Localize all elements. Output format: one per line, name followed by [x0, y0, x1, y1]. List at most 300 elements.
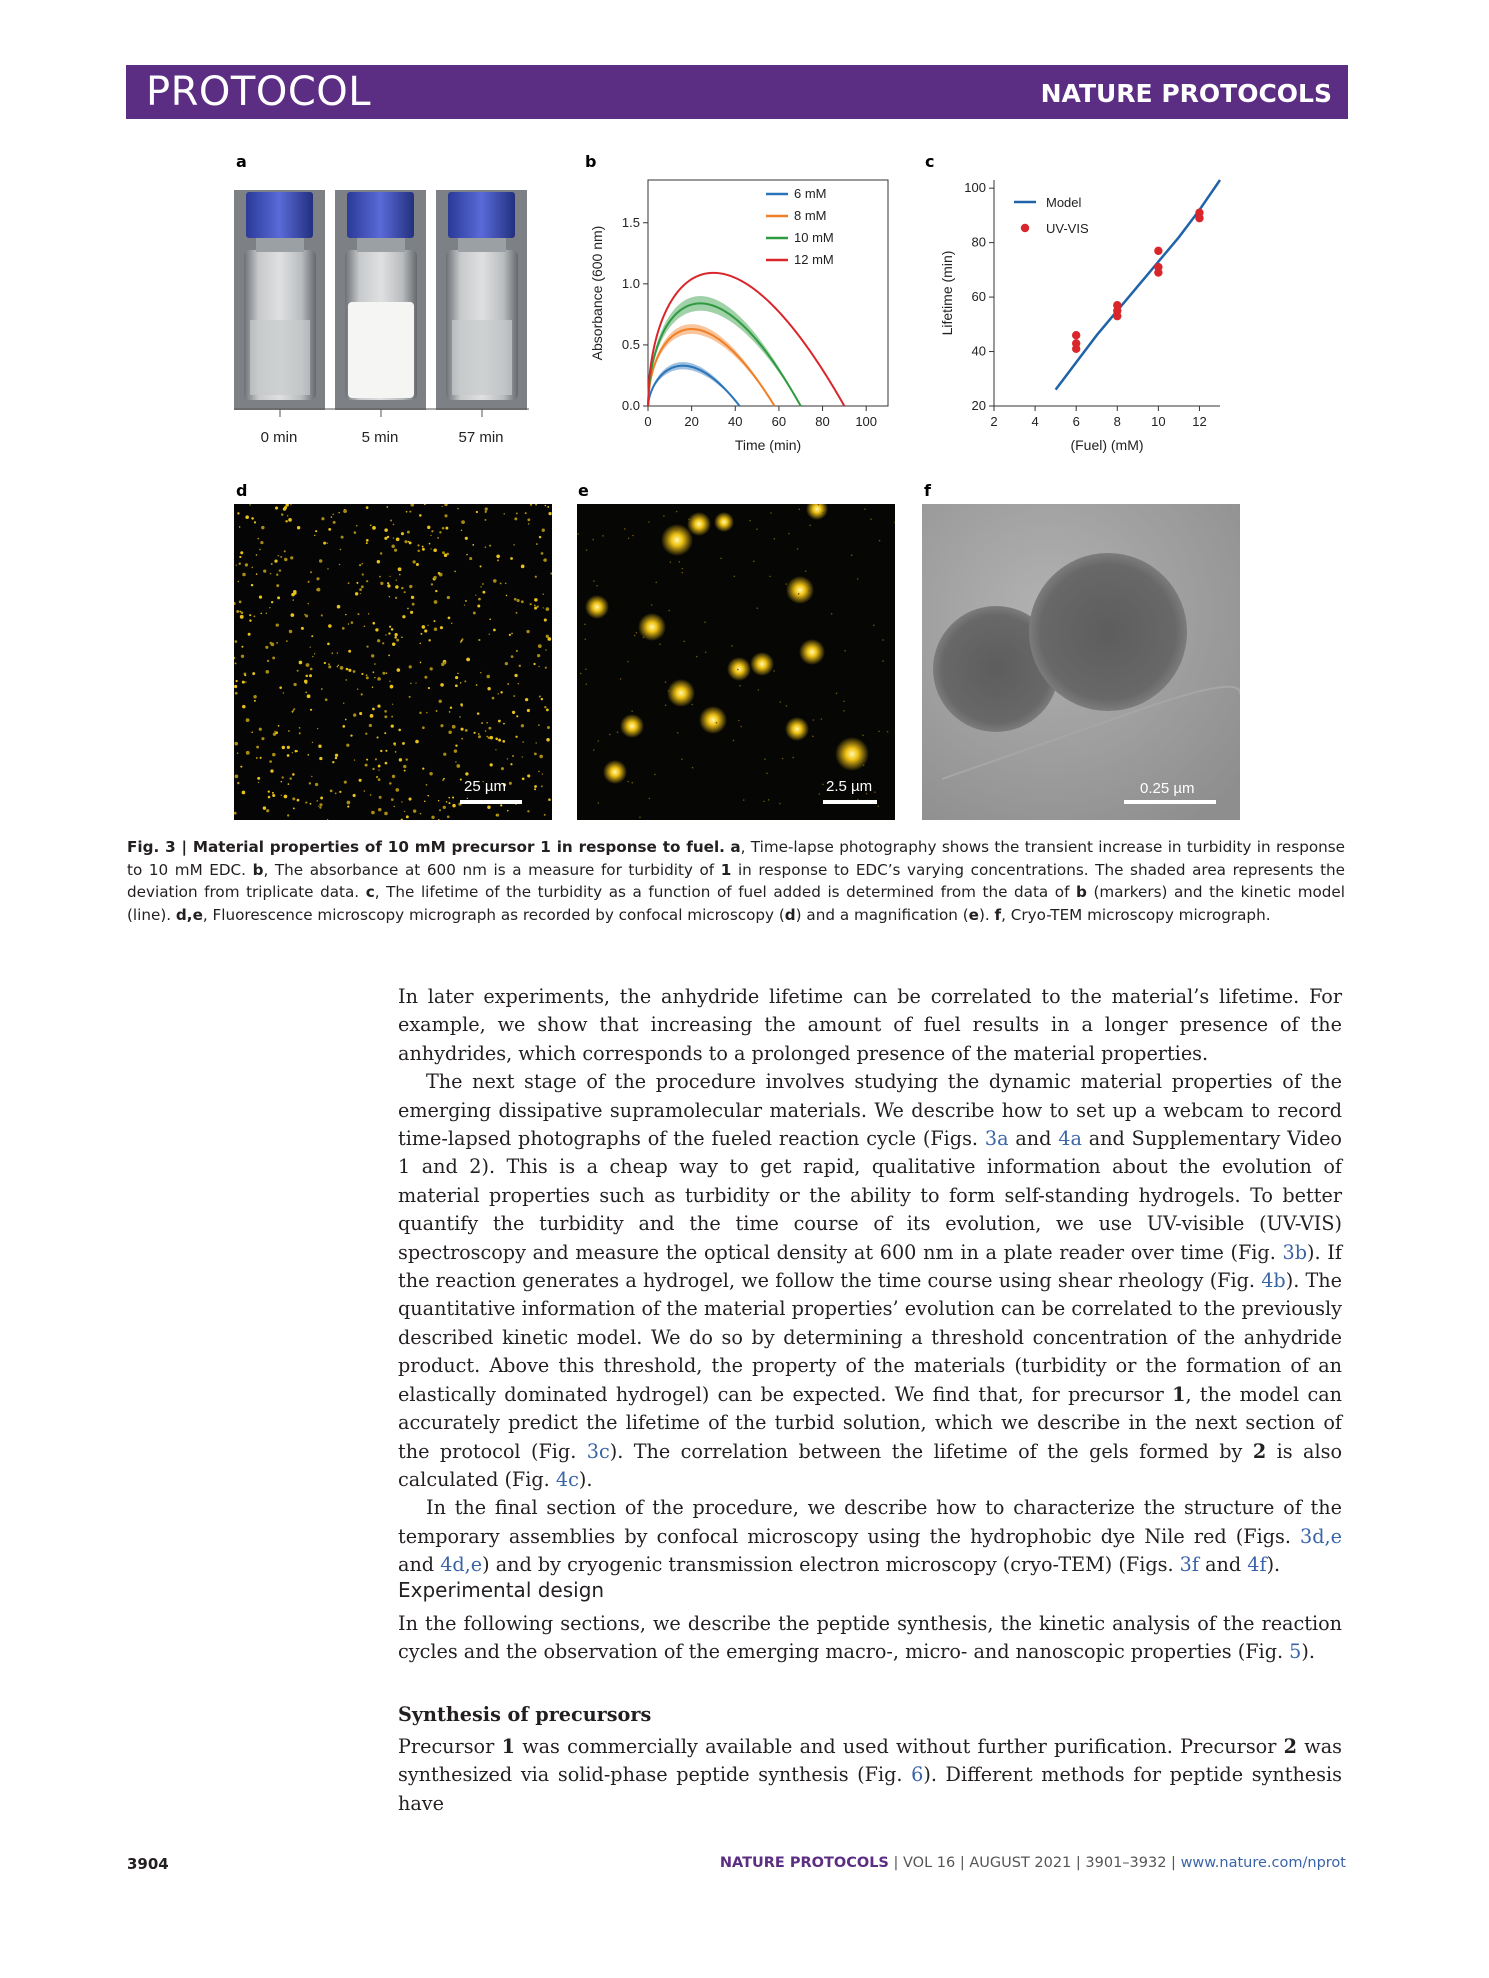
fluorescent-particle	[521, 724, 524, 727]
fluorescent-particle	[316, 800, 318, 802]
caption-f-text: , Cryo-TEM microscopy micrograph.	[1001, 905, 1271, 924]
fluorescent-particle	[389, 782, 392, 785]
panel-label-b: b	[585, 152, 597, 171]
background-noise	[681, 572, 683, 574]
fluorescent-particle	[500, 804, 502, 806]
legend-label-0: 6 mM	[794, 186, 827, 201]
y-tick-label: 40	[971, 343, 986, 359]
fluorescent-particle	[261, 737, 264, 740]
fluorescent-assembly	[806, 504, 828, 520]
background-noise	[651, 604, 653, 606]
fluorescent-particle	[394, 549, 397, 552]
fluorescent-particle	[410, 611, 413, 614]
fluorescent-particle	[305, 615, 308, 618]
background-noise	[665, 705, 667, 707]
footer-sep-2: |	[955, 1855, 970, 1871]
fluorescent-particle	[325, 698, 328, 701]
fluorescent-particle	[485, 507, 488, 510]
fluorescent-particle	[235, 640, 238, 643]
fluorescent-particle	[236, 680, 238, 682]
legend-label-model: Model	[1046, 195, 1082, 210]
fluorescent-particle	[378, 778, 381, 781]
background-noise	[682, 568, 684, 570]
fluorescent-particle	[548, 512, 551, 515]
background-noise	[779, 803, 781, 805]
background-noise	[887, 731, 889, 733]
fluorescent-particle	[511, 655, 514, 658]
fluorescent-particle	[251, 517, 254, 520]
fluorescent-particle	[315, 783, 318, 786]
fluorescent-particle	[259, 549, 261, 551]
fluorescent-particle	[419, 712, 421, 714]
lifetime-chart	[918, 170, 1248, 470]
fluorescent-particle	[401, 532, 404, 535]
fluorescent-particle	[348, 623, 349, 624]
background-noise	[584, 638, 586, 640]
fluorescent-particle	[239, 556, 241, 558]
fluorescent-particle	[380, 552, 382, 554]
p3-text-d: and	[1198, 1553, 1248, 1577]
fluorescent-particle	[285, 520, 287, 522]
fluorescent-particle	[287, 754, 290, 757]
y-tick-label: 1.0	[621, 275, 640, 291]
fluorescent-particle	[272, 794, 275, 797]
fluorescent-particle	[530, 504, 532, 506]
background-noise	[873, 625, 875, 627]
fluorescent-particle	[485, 730, 487, 732]
fluorescent-particle	[314, 653, 315, 654]
fluorescent-particle	[465, 729, 468, 732]
p2-bold-1: 1	[1172, 1382, 1186, 1406]
fluorescent-particle	[534, 598, 537, 601]
fluorescent-particle	[260, 613, 262, 615]
fluorescent-particle	[476, 511, 478, 513]
fluorescent-particle	[448, 617, 451, 620]
fluorescent-particle	[271, 601, 273, 603]
background-noise	[624, 528, 626, 530]
background-noise	[648, 521, 650, 523]
fluorescent-particle	[538, 771, 540, 773]
background-noise	[580, 673, 582, 675]
fluorescent-particle	[452, 804, 456, 808]
magnified-dots	[577, 504, 895, 820]
fluorescent-particle	[361, 563, 363, 565]
y-tick-label: 80	[971, 234, 986, 250]
fluorescent-particle	[241, 655, 244, 658]
fluorescent-particle	[437, 537, 439, 539]
fluorescent-particle	[486, 675, 490, 679]
fluorescent-particle	[436, 710, 438, 712]
fluorescent-particle	[544, 619, 547, 622]
fluorescent-particle	[392, 775, 395, 778]
background-noise	[758, 689, 760, 691]
footer-sep-4: |	[1166, 1855, 1181, 1871]
fluorescent-particle	[256, 746, 259, 749]
fluorescent-assembly	[750, 652, 774, 676]
fluorescent-particle	[473, 612, 476, 615]
sub-t1: Precursor	[398, 1735, 502, 1758]
fluorescent-particle	[461, 728, 464, 731]
fluorescent-particle	[328, 528, 331, 531]
background-noise	[821, 718, 823, 720]
background-noise	[808, 590, 810, 592]
fluorescent-particle	[351, 621, 354, 624]
fluorescent-particle	[527, 810, 529, 812]
fluorescent-assembly	[687, 512, 711, 536]
fluorescent-particle	[390, 519, 392, 521]
fluorescent-particle	[426, 712, 427, 713]
fluorescent-particle	[276, 624, 279, 627]
fluorescent-particle	[269, 760, 272, 763]
fluorescent-particle	[293, 808, 295, 810]
fluorescent-particle	[544, 706, 546, 708]
p2-text-b: and	[1008, 1127, 1059, 1151]
vial-time-1: 5 min	[361, 429, 399, 446]
fluorescent-particle	[433, 548, 437, 552]
fluorescent-particle	[478, 598, 481, 601]
fluorescent-particle	[259, 728, 262, 731]
fluorescent-particle	[248, 633, 251, 636]
model-line	[1056, 180, 1220, 390]
fluorescent-particle	[409, 585, 412, 588]
fluorescent-particle	[505, 662, 508, 665]
fluorescent-particle	[446, 801, 448, 803]
background-noise	[620, 678, 622, 680]
y-tick-label: 100	[964, 180, 986, 196]
fluorescent-particle	[440, 683, 444, 687]
fluorescent-particle	[422, 548, 425, 551]
section-heading: Experimental design	[398, 1578, 605, 1602]
fluorescent-particle	[469, 557, 472, 560]
fluorescent-particle	[430, 548, 431, 549]
fluorescent-particle	[544, 814, 546, 816]
background-noise	[643, 636, 645, 638]
fluorescent-particle	[335, 757, 337, 759]
background-noise	[764, 758, 766, 760]
fluorescent-particle	[399, 574, 400, 575]
fluorescent-particle	[443, 806, 446, 809]
background-noise	[756, 528, 758, 530]
y-tick-label: 20	[971, 398, 986, 413]
scale-bar-f	[1124, 800, 1216, 804]
fluorescent-particle	[542, 593, 543, 594]
fluorescent-particle	[375, 628, 378, 631]
fluorescent-particle	[440, 626, 443, 629]
fluorescent-particle	[346, 744, 349, 747]
x-axis-label: Time (min)	[734, 437, 802, 453]
fluorescent-particle	[459, 716, 460, 717]
fluorescent-particle	[308, 754, 310, 756]
fluorescent-particle	[256, 554, 257, 555]
fluorescent-particle	[320, 797, 323, 800]
fluorescent-particle	[477, 712, 479, 714]
fluorescent-particle	[547, 726, 550, 729]
fluorescent-particle	[505, 582, 507, 584]
fig-link-3f[interactable]: 3f	[1179, 1553, 1199, 1577]
fluorescent-particle	[422, 726, 425, 729]
x-tick-label: 6	[1072, 414, 1080, 429]
fluorescent-particle	[385, 634, 386, 635]
fluorescent-particle	[455, 761, 456, 762]
fluorescent-particle	[461, 520, 465, 524]
fluorescent-particle	[353, 713, 356, 716]
fluorescent-particle	[434, 620, 436, 622]
fluorescent-particle	[393, 806, 395, 808]
p3-text-e: ).	[1266, 1553, 1281, 1577]
fluorescent-particle	[445, 527, 448, 530]
fluorescent-particle	[359, 564, 361, 566]
panel-label-e: e	[578, 481, 589, 500]
fluorescent-particle	[500, 691, 502, 693]
fluorescent-particle	[256, 757, 258, 759]
fluorescent-particle	[368, 613, 369, 614]
fluorescent-particle	[419, 514, 422, 517]
fluorescent-particle	[391, 628, 394, 631]
fluorescent-particle	[516, 715, 518, 717]
fluorescent-particle	[295, 750, 298, 753]
fluorescent-particle	[237, 752, 239, 754]
background-noise	[668, 690, 670, 692]
fluorescent-particle	[535, 504, 537, 506]
fluorescent-particle	[389, 596, 390, 597]
fluorescent-particle	[337, 666, 338, 667]
background-noise	[822, 512, 824, 514]
fluorescent-particle	[541, 698, 543, 700]
legend-label-1: 8 mM	[794, 208, 827, 223]
p2-bold-2: 2	[1252, 1439, 1267, 1463]
fluorescent-particle	[238, 563, 240, 565]
fluorescent-particle	[276, 642, 278, 644]
fluorescent-particle	[424, 504, 426, 505]
background-noise	[663, 515, 665, 517]
fluorescent-particle	[339, 564, 340, 565]
fluorescent-particle	[237, 512, 239, 514]
fluorescent-particle	[360, 593, 361, 594]
fluorescent-particle	[240, 766, 242, 768]
fluorescent-particle	[328, 665, 331, 668]
fluorescent-particle	[401, 636, 403, 638]
fluorescent-particle	[467, 798, 468, 799]
fluorescent-particle	[251, 584, 253, 586]
fluorescent-particle	[319, 757, 322, 760]
fluorescent-particle	[372, 687, 373, 688]
fluorescent-particle	[366, 506, 369, 509]
fluorescent-particle	[396, 537, 400, 541]
fluorescent-particle	[550, 572, 552, 574]
fluorescent-particle	[239, 600, 242, 603]
caption-de-text3: ).	[978, 905, 995, 924]
fig-link-5[interactable]: 5	[1289, 1640, 1302, 1664]
fluorescent-particle	[388, 632, 390, 634]
fig-link-4a[interactable]: 4a	[1058, 1127, 1082, 1151]
fluorescent-particle	[292, 752, 293, 753]
background-noise	[692, 767, 694, 769]
fluorescent-particle	[338, 665, 339, 666]
paragraph-1: In later experiments, the anhydride lifetime can be correlated to the material’s lifetime. For example, we show that increasing the amount of fuel results in a longer presence of the anhydrides, which corresponds to a prolonged presence of the material properties.	[398, 985, 1342, 1065]
fluorescent-particle	[242, 573, 246, 577]
fluorescent-particle	[417, 550, 419, 552]
x-tick-label: 60	[771, 414, 787, 429]
fluorescent-particle	[535, 742, 536, 743]
magnified-micrograph	[577, 504, 895, 820]
fluorescent-particle	[490, 763, 493, 766]
x-tick-label: 40	[728, 414, 743, 429]
fluorescent-particle	[304, 680, 308, 684]
fluorescent-particle	[266, 613, 267, 614]
footer-date: AUGUST 2021	[969, 1855, 1072, 1871]
footer-volume: VOL 16	[903, 1855, 956, 1871]
fluorescent-particle	[503, 723, 505, 725]
fluorescent-particle	[256, 573, 258, 575]
fluorescent-particle	[335, 793, 337, 795]
fluorescent-particle	[361, 585, 364, 588]
subsection-heading: Synthesis of precursors	[398, 1703, 652, 1726]
fluorescent-particle	[513, 695, 515, 697]
fluorescent-particle	[290, 504, 291, 505]
fig-link-3b[interactable]: 3b	[1282, 1240, 1308, 1264]
background-noise	[634, 635, 636, 637]
fig-link-3a[interactable]: 3a	[984, 1127, 1009, 1151]
fluorescent-particle	[259, 595, 262, 598]
fluorescent-particle	[401, 587, 403, 589]
fluorescent-particle	[364, 625, 366, 627]
fluorescent-particle	[545, 649, 546, 650]
caption-a-text: , Time-lapse photography shows the transient increase in turbidity in response to 10 mM EDC.	[127, 838, 1346, 879]
fluorescent-particle	[249, 614, 251, 616]
cryo-tem-micrograph	[922, 504, 1240, 820]
fluorescent-particle	[504, 513, 505, 514]
fluorescent-particle	[366, 580, 368, 582]
fluorescent-particle	[430, 667, 433, 670]
data-point	[1113, 312, 1121, 320]
fluorescent-particle	[542, 529, 545, 532]
fluorescent-particle	[541, 552, 544, 555]
background-noise	[593, 749, 595, 751]
x-tick-label: 8	[1113, 414, 1121, 429]
fluorescent-particle	[382, 672, 385, 675]
fluorescent-particle	[501, 767, 504, 770]
caption-b-label: b	[252, 860, 264, 879]
background-noise	[655, 582, 657, 584]
fluorescent-particle	[387, 582, 389, 584]
fluorescent-particle	[475, 595, 476, 596]
caption-de-d: d	[784, 905, 796, 924]
fluorescent-particle	[546, 708, 549, 711]
fluorescent-particle	[482, 591, 485, 594]
background-noise	[675, 529, 677, 531]
fluorescent-particle	[395, 585, 398, 588]
fluorescent-particle	[353, 794, 356, 797]
fluorescent-particle	[382, 642, 384, 644]
journal-header	[126, 65, 1348, 119]
fluorescent-particle	[265, 670, 269, 674]
fluorescent-particle	[311, 635, 313, 637]
fluorescent-particle	[410, 682, 412, 684]
fluorescent-particle	[252, 672, 255, 675]
fluorescent-particle	[417, 544, 419, 546]
fluorescent-particle	[396, 668, 400, 672]
fluorescent-particle	[284, 558, 287, 561]
fluorescent-particle	[378, 765, 381, 768]
fluorescent-particle	[391, 724, 394, 727]
fluorescent-particle	[244, 674, 246, 676]
background-noise	[863, 764, 865, 766]
fluorescent-particle	[410, 504, 414, 507]
fluorescent-particle	[473, 732, 475, 734]
fluorescent-particle	[433, 576, 436, 579]
fluorescent-particle	[267, 660, 269, 662]
confocal-micrograph	[234, 504, 552, 820]
fluorescent-particle	[245, 563, 248, 566]
fluorescent-particle	[288, 730, 290, 732]
scale-bar-d	[460, 800, 522, 804]
fluorescent-particle	[498, 693, 499, 694]
data-point	[1154, 247, 1162, 255]
fluorescent-particle	[401, 819, 403, 820]
fluorescent-particle	[312, 742, 313, 743]
fluorescent-particle	[281, 513, 283, 515]
fluorescent-particle	[282, 746, 285, 749]
fluorescent-particle	[292, 773, 295, 776]
fluorescent-particle	[319, 559, 322, 562]
fig-link-4c[interactable]: 4c	[555, 1467, 579, 1491]
fluorescent-assembly	[786, 576, 814, 604]
fluorescent-particle	[455, 676, 458, 679]
fluorescent-particle	[545, 505, 546, 506]
fluorescent-assembly	[638, 613, 666, 641]
fluorescent-assembly	[799, 639, 825, 665]
background-noise	[659, 643, 661, 645]
section-text	[398, 1610, 1342, 1667]
fluorescent-particle	[393, 524, 395, 526]
fluorescent-particle	[420, 813, 422, 815]
fluorescent-particle	[450, 707, 452, 709]
fluorescent-particle	[362, 573, 364, 575]
fluorescent-particle	[389, 576, 390, 577]
fluorescent-particle	[493, 629, 496, 632]
footer-url[interactable]: www.nature.com/nprot	[1180, 1855, 1346, 1871]
fluorescent-particle	[327, 643, 330, 646]
fluorescent-particle	[359, 588, 362, 591]
vial-time-2: 57 min	[458, 429, 504, 446]
fig-link-3de[interactable]: 3d,e	[1300, 1524, 1342, 1548]
fig-link-4f[interactable]: 4f	[1247, 1553, 1267, 1577]
fluorescent-particle	[384, 528, 388, 532]
fig-link-4b[interactable]: 4b	[1261, 1269, 1286, 1293]
absorbance-chart	[572, 170, 912, 470]
fig-link-3c[interactable]: 3c	[586, 1439, 610, 1463]
caption-de-text: , Fluorescence microscopy micrograph as recorded by confocal microscopy (	[202, 905, 785, 924]
fluorescent-particle	[340, 549, 342, 551]
fluorescent-particle	[478, 733, 480, 735]
fluorescent-particle	[294, 592, 297, 595]
fluorescent-particle	[377, 639, 380, 642]
fluorescent-particle	[480, 586, 481, 587]
fluorescent-particle	[427, 526, 430, 529]
legend-label-2: 10 mM	[794, 230, 834, 245]
fluorescent-particle	[465, 537, 468, 540]
background-noise	[786, 705, 788, 707]
fluorescent-particle	[287, 746, 290, 749]
fig-link-4de[interactable]: 4d,e	[440, 1553, 483, 1577]
fluorescent-particle	[514, 674, 517, 677]
fluorescent-particle	[318, 806, 319, 807]
fig-link-6[interactable]: 6	[911, 1763, 924, 1787]
background-noise	[786, 583, 788, 585]
fluorescent-particle	[242, 705, 245, 708]
background-noise	[773, 670, 775, 672]
background-noise	[632, 535, 634, 537]
